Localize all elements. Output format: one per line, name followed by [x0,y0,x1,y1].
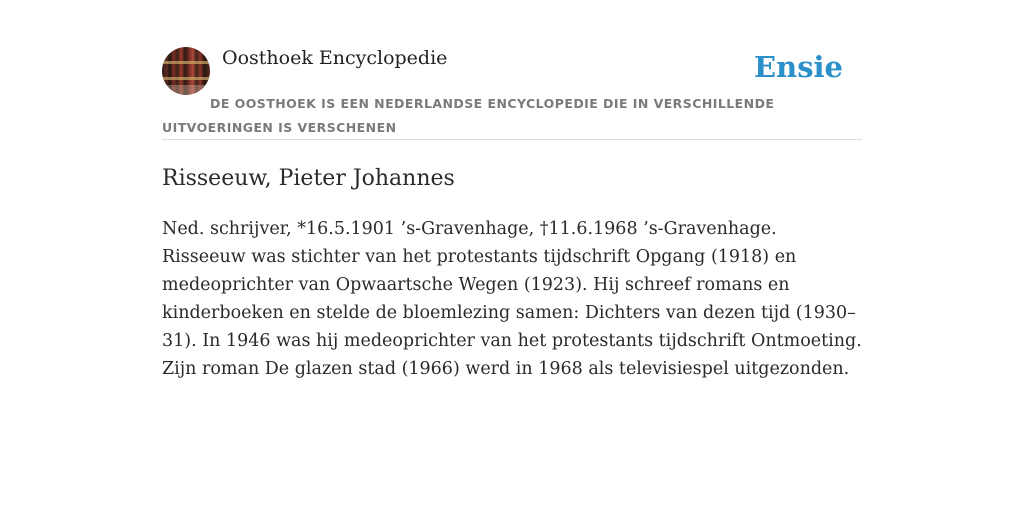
book-spine-band [162,61,210,64]
article-title: Risseeuw, Pieter Johannes [162,166,455,191]
book-spine-band [162,77,210,80]
site-header [162,46,862,140]
site-tagline: DE OOSTHOEK IS EEN NEDERLANDSE ENCYCLOPEDIE DIE IN VERSCHILLENDE UITVOERINGEN IS VERSCHENEN [162,96,775,135]
site-title[interactable]: Oosthoek Encyclopedie [222,47,448,69]
encyclopedia-books-icon[interactable] [162,47,210,95]
article-body: Ned. schrijver, *16.5.1901 ’s-Gravenhage, †11.6.1968 ’s-Gravenhage. Risseeuw was stichter van het protestants tijdschrift Opgang (1918) en medeoprichter van Opwaartsche Wegen (1923). Hij schreef romans en kinderboeken en stelde de bloemlezing samen: Dichters van dezen tijd (1930–31). In 1946 was hij medeoprichter van het protestants tijdschrift Ontmoeting. Zijn roman De glazen stad (1966) werd in 1968 als televisiespel uitgezonden. [162,219,862,379]
brand-logo-link[interactable]: Ensie [754,50,843,84]
page-container [162,46,862,383]
